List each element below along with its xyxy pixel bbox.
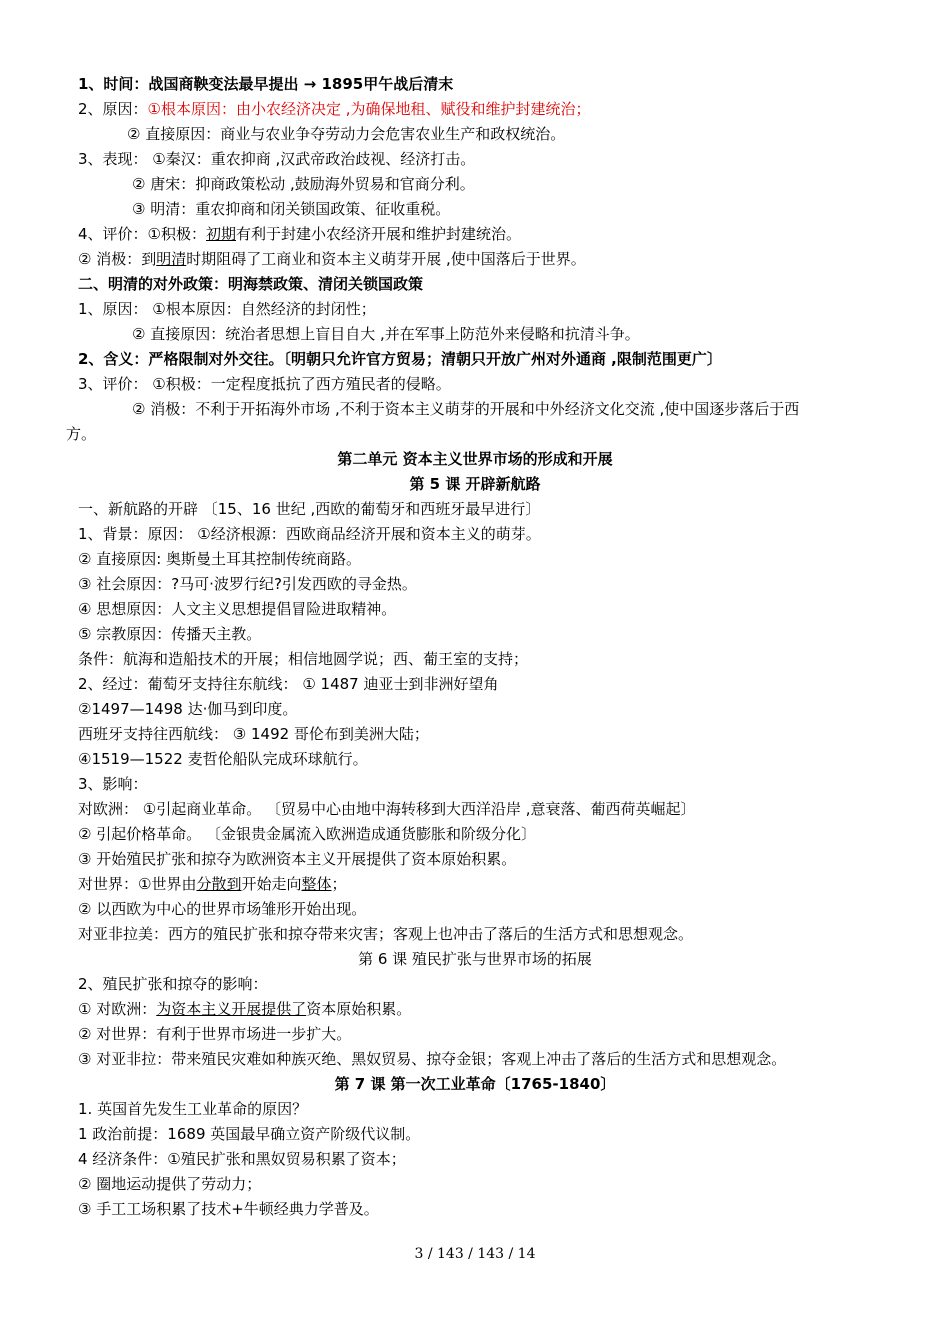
- text-segment: ② 直接原因：统治者思想上盲目自大 ,并在军事上防范外来侵略和抗清斗争。: [132, 325, 640, 343]
- text-segment: 3、影响：: [78, 775, 148, 793]
- text-line: [78, 974, 268, 994]
- text-line: [78, 1149, 406, 1169]
- text-line: [78, 699, 297, 719]
- text-segment: 资本原始积累。: [306, 1000, 412, 1018]
- text-segment: 1、背景：原因： ①经济根源：西欧商品经济开展和资本主义的萌芽。: [78, 525, 541, 543]
- text-segment: ；: [331, 875, 347, 893]
- text-segment: 条件：航海和造船技术的开展；相信地圆学说；西、葡王室的支持；: [78, 650, 529, 668]
- text-segment: ③ 对亚非拉：带来殖民灾难如种族灭绝、黑奴贸易、掠夺金银；客观上冲击了落后的生活方式和思想观念。: [78, 1050, 787, 1068]
- text-line: [127, 124, 565, 144]
- text-segment: ② 消极：到: [78, 250, 157, 268]
- text-line: [132, 399, 799, 419]
- text-segment: 对亚非拉美：西方的殖民扩张和掠夺带来灾害；客观上也冲击了落后的生活方式和思想观念。: [78, 925, 694, 943]
- text-segment: ② 直接原因：商业与农业争夺劳动力会危害农业生产和政权统治。: [127, 125, 566, 143]
- text-segment: 对欧洲： ①引起商业革命。 〔贸易中心由地中海转移到大西洋沿岸 ,意衰落、葡西荷英崛起〕: [78, 800, 696, 818]
- text-line: [78, 524, 541, 544]
- text-segment: 对世界：①世界由: [78, 875, 197, 893]
- text-line: [78, 799, 696, 819]
- text-segment: 3、评价： ①积极：一定程度抵抗了西方殖民者的侵略。: [78, 375, 451, 393]
- text-segment: 方。: [66, 425, 97, 443]
- text-line: [132, 199, 450, 219]
- text-segment: 第 5 课 开辟新航路: [409, 475, 541, 493]
- text-segment: 3、表现： ①秦汉：重农抑商 ,汉武帝政治歧视、经济打击。: [78, 150, 476, 168]
- text-line: [78, 299, 376, 319]
- text-line: [78, 374, 451, 394]
- text-segment: 初期: [206, 225, 237, 243]
- unit-title: [0, 449, 950, 469]
- text-segment: 1、时间：战国商鞅变法最早提出 → 1895甲午战后清末: [78, 75, 454, 93]
- text-line: [78, 724, 429, 744]
- text-segment: 开始走向: [241, 875, 302, 893]
- text-segment: 1 政治前提：1689 英国最早确立资产阶级代议制。: [78, 1125, 421, 1143]
- text-line: [132, 324, 640, 344]
- text-segment: ④ 思想原因：人文主义思想提倡冒险进取精神。: [78, 600, 397, 618]
- text-segment: ③ 手工工场积累了技术+牛顿经典力学普及。: [78, 1200, 379, 1218]
- text-segment: 第二单元 资本主义世界市场的形成和开展: [337, 450, 613, 468]
- page-number: 3 / 143 / 143 / 14: [414, 1246, 536, 1262]
- text-line: [78, 649, 528, 669]
- text-segment: 1. 英国首先发生工业革命的原因？: [78, 1100, 308, 1118]
- text-segment: ② 对世界：有利于世界市场进一步扩大。: [78, 1025, 352, 1043]
- text-line: [78, 1024, 351, 1044]
- text-segment: ② 直接原因: 奥斯曼土耳其控制传统商路。: [78, 550, 362, 568]
- text-segment: 为资本主义开展提供了: [156, 1000, 307, 1018]
- text-line: [78, 774, 148, 794]
- text-line: [78, 849, 516, 869]
- text-line: [78, 599, 396, 619]
- text-line: [78, 624, 261, 644]
- text-segment: ② 唐宋：抑商政策松动 ,鼓励海外贸易和官商分利。: [132, 175, 475, 193]
- text-line: [132, 174, 475, 194]
- text-segment: ③ 社会原因：?马可·波罗行纪?引发西欧的寻金热。: [78, 575, 417, 593]
- lesson-title: [0, 949, 950, 969]
- text-line: [78, 99, 591, 119]
- text-line: [78, 1199, 379, 1219]
- text-segment: 一、新航路的开辟 〔15、16 世纪 ,西欧的葡萄牙和西班牙最早进行〕: [78, 500, 541, 518]
- text-segment: ②1497—1498 达·伽马到印度。: [78, 700, 298, 718]
- text-line: [78, 74, 453, 94]
- text-segment: 第 6 课 殖民扩张与世界市场的拓展: [358, 950, 592, 968]
- text-segment: 第 7 课 第一次工业革命〔1765-1840〕: [334, 1075, 616, 1093]
- text-segment: 明清: [156, 250, 187, 268]
- text-line: [78, 224, 521, 244]
- text-line: [78, 1049, 786, 1069]
- text-segment: 1、原因： ①根本原因：自然经济的封闭性；: [78, 300, 376, 318]
- text-line: [78, 249, 586, 269]
- text-segment: 2、含义：严格限制对外交往。〔明朝只允许官方贸易；清朝只开放广州对外通商 ,限制范围更广〕: [78, 350, 722, 368]
- text-segment: 西班牙支持往西航线： ③ 1492 哥伦布到美洲大陆；: [78, 725, 429, 743]
- text-line: [78, 1099, 307, 1119]
- text-segment: 4 经济条件：①殖民扩张和黑奴贸易积累了资本；: [78, 1150, 406, 1168]
- text-line: [78, 1124, 420, 1144]
- text-segment: ④1519—1522 麦哲伦船队完成环球航行。: [78, 750, 368, 768]
- text-line: [78, 349, 722, 369]
- text-segment: ⑤ 宗教原因：传播天主教。: [78, 625, 262, 643]
- text-segment: ② 以西欧为中心的世界市场雏形开始出现。: [78, 900, 367, 918]
- text-segment: ①根本原因：由小农经济决定 ,为确保地租、赋役和维护封建统治；: [147, 100, 591, 118]
- text-segment: 有利于封建小农经济开展和维护封建统治。: [236, 225, 522, 243]
- text-line: [78, 574, 417, 594]
- text-segment: 4、评价：①积极：: [78, 225, 206, 243]
- text-segment: ② 引起价格革命。 〔金银贵金属流入欧洲造成通货膨胀和阶级分化〕: [78, 825, 536, 843]
- text-segment: ③ 开始殖民扩张和掠夺为欧洲资本主义开展提供了资本原始积累。: [78, 850, 517, 868]
- text-line: [78, 1174, 261, 1194]
- text-segment: ② 消极：不利于开拓海外市场 ,不利于资本主义萌芽的开展和中外经济文化交流 ,使中国逐步落后于西: [132, 400, 800, 418]
- text-line: [78, 899, 366, 919]
- text-segment: 整体: [301, 875, 332, 893]
- text-line: [78, 824, 536, 844]
- lesson-title: [0, 474, 950, 494]
- text-segment: 时期阻碍了工商业和资本主义萌芽开展 ,使中国落后于世界。: [186, 250, 586, 268]
- text-line: [78, 149, 475, 169]
- text-line: [78, 874, 347, 894]
- text-line: [78, 999, 411, 1019]
- text-segment: 2、经过：葡萄牙支持往东航线： ① 1487 迪亚士到非洲好望角: [78, 675, 499, 693]
- lesson-title: [0, 1074, 950, 1094]
- text-line: [78, 549, 361, 569]
- text-line: [78, 674, 498, 694]
- section-heading: [78, 274, 423, 294]
- text-segment: ③ 明清：重农抑商和闭关锁国政策、征收重税。: [132, 200, 451, 218]
- text-segment: 2、原因：: [78, 100, 148, 118]
- text-segment: 二、明清的对外政策：明海禁政策、清闭关锁国政策: [78, 275, 424, 293]
- text-line: [66, 424, 96, 444]
- text-segment: 2、殖民扩张和掠夺的影响：: [78, 975, 268, 993]
- text-line: [78, 924, 693, 944]
- text-line: [78, 499, 540, 519]
- text-segment: 分散到: [196, 875, 242, 893]
- text-segment: ② 圈地运动提供了劳动力；: [78, 1175, 262, 1193]
- text-line: [78, 749, 368, 769]
- text-segment: ① 对欧洲：: [78, 1000, 157, 1018]
